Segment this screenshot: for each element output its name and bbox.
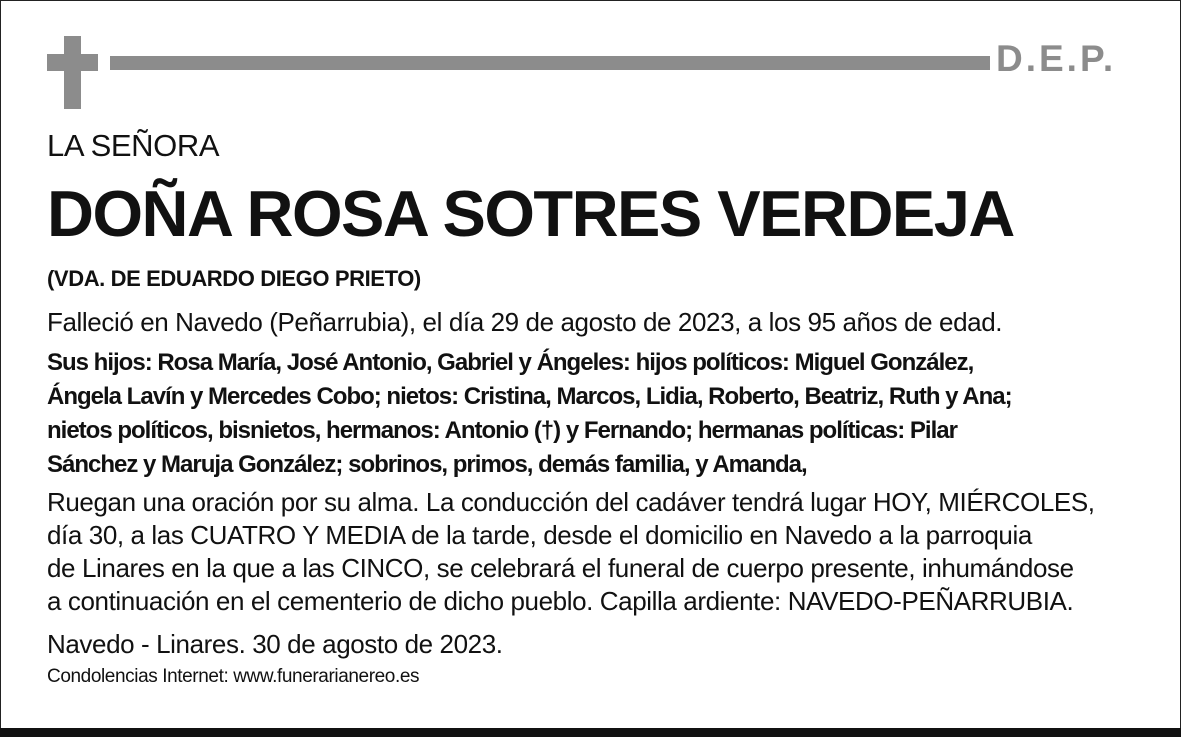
cross-icon-arm bbox=[47, 54, 98, 71]
family-list bbox=[47, 346, 1012, 482]
prayer-text bbox=[47, 486, 1095, 618]
family-line: Sánchez y Maruja González; sobrinos, primos, demás familia, y Amanda, bbox=[47, 451, 807, 478]
prayer-line: Ruegan una oración por su alma. La conducción del cadáver tendrá lugar HOY, MIÉRCOLES, bbox=[47, 487, 1095, 517]
family-line: nietos políticos, bisnietos, hermanos: Antonio (†) y Fernando; hermanas políticas: Pilar bbox=[47, 417, 957, 444]
family-line: Ángela Lavín y Mercedes Cobo; nietos: Cristina, Marcos, Lidia, Roberto, Beatriz, Ruth y Ana; bbox=[47, 383, 1012, 410]
bottom-rule bbox=[0, 728, 1181, 737]
prayer-line: a continuación en el cementerio de dicho pueblo. Capilla ardiente: NAVEDO-PEÑARRUBIA. bbox=[47, 586, 1074, 616]
honorific: LA SEÑORA bbox=[47, 128, 220, 163]
cross-icon bbox=[64, 36, 81, 109]
place-date: Navedo - Linares. 30 de agosto de 2023. bbox=[47, 629, 503, 659]
prayer-line: de Linares en la que a las CINCO, se celebrará el funeral de cuerpo presente, inhumándose bbox=[47, 553, 1074, 583]
prayer-line: día 30, a las CUATRO Y MEDIA de la tarde, desde el domicilio en Navedo a la parroquia bbox=[47, 520, 1032, 550]
death-info: Falleció en Navedo (Peñarrubia), el día 29 de agosto de 2023, a los 95 años de edad. bbox=[47, 307, 1003, 337]
deceased-name: DOÑA ROSA SOTRES VERDEJA bbox=[47, 177, 1014, 250]
dep-label: D.E.P. bbox=[996, 38, 1117, 79]
widow-of: (VDA. DE EDUARDO DIEGO PRIETO) bbox=[47, 266, 421, 291]
header-rule bbox=[110, 56, 990, 70]
family-line: Sus hijos: Rosa María, José Antonio, Gabriel y Ángeles: hijos políticos: Miguel González, bbox=[47, 349, 974, 376]
condolences-line: Condolencias Internet: www.funerarianereo.es bbox=[47, 666, 420, 687]
